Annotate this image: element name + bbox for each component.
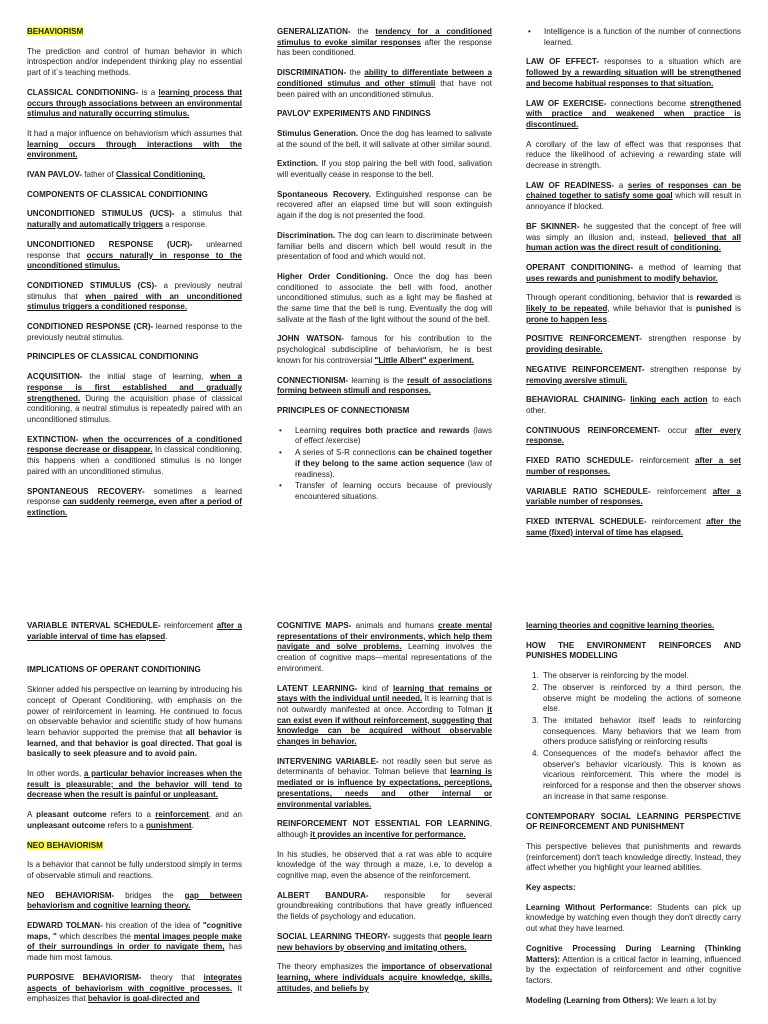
paragraph	[27, 973, 242, 1005]
bold-text: NEO BEHAVIORISM-	[27, 890, 115, 900]
body-text: a response.	[162, 220, 208, 230]
highlighted-heading: NEO BEHAVIORISM	[27, 840, 103, 850]
bold-text: CLASSICAL CONDITIONING-	[27, 87, 139, 97]
body-text: We learn a lot by	[653, 995, 717, 1005]
paragraph	[277, 962, 492, 994]
paragraph	[277, 68, 492, 100]
body-text: (law of readiness).	[295, 458, 492, 479]
top-column-2	[277, 27, 492, 512]
bold-text: REINFORCEMENT NOT ESSENTIAL FOR LEARNING	[277, 819, 490, 829]
emphasis-text: behavior is goal-directed and	[87, 994, 200, 1004]
paragraph	[27, 322, 242, 343]
emphasis-text: when paired with an unconditioned stimulus triggers a conditioned response.	[27, 291, 243, 312]
body-text: is	[732, 293, 741, 303]
body-text: IMPLICATIONS OF OPERANT CONDITIONING	[27, 665, 201, 675]
body-text: A corollary of the law of effect was that responses that reduce the likelihood of achieving a rewarding state will decrease in strength.	[526, 139, 741, 171]
paragraph	[277, 231, 492, 263]
paragraph	[27, 372, 242, 426]
body-text: During the acquisition phase of classical conditioning, a neutral stimulus is repeatedly paired with an unconditioned stimulus.	[27, 393, 242, 424]
emphasis-text: learning occurs through interactions with the environment.	[27, 139, 242, 160]
body-text: to each other.	[526, 395, 741, 415]
body-text: which will result in annoyance if blocked.	[526, 191, 741, 212]
paragraph	[526, 517, 741, 538]
body-text: theory that	[141, 972, 204, 982]
emphasis-text: ability to differentiate between a conditioned stimulus and other stimuli	[277, 68, 492, 88]
bold-text: ACQUISITION-	[27, 372, 83, 382]
bold-text: Stimulus Generation.	[277, 128, 359, 138]
body-text: father of	[82, 170, 116, 180]
body-text: .	[165, 631, 168, 641]
paragraph	[27, 685, 242, 760]
paragraph	[277, 27, 492, 59]
bold-text: Higher Order Conditioning.	[277, 271, 388, 281]
body-text: reinforcement	[633, 456, 696, 466]
bold-text: VARIABLE RATIO SCHEDULE-	[526, 486, 651, 496]
body-text: refers to a	[105, 820, 146, 830]
list-item	[540, 27, 741, 48]
body-text: after the response has been conditioned.	[277, 37, 492, 58]
body-text: The dog can learn to discriminate between familiar bells and discern which bell would result in the presentation of food and which would not.	[277, 230, 492, 262]
body-text: Consequences of the model's behavior affect the observer's behavior vicariously. This is known as vicarious reinforcement. This where the model is reinforced for a response and then the observer shows an increase in that same response.	[543, 749, 741, 801]
emphasis-text: prone to happen less	[526, 314, 607, 324]
bold-text: requires both practice and rewards	[329, 425, 470, 435]
body-text: which describes the	[56, 931, 134, 941]
emphasis-text: providing desirable.	[526, 345, 603, 355]
list-item	[291, 426, 492, 447]
emphasis-text: strengthened with practice and weakened when practice is discontinued.	[526, 98, 741, 129]
paragraph	[27, 170, 242, 181]
body-text: reinforcement	[160, 621, 217, 630]
body-text: animals and humans	[351, 621, 439, 630]
paragraph	[277, 334, 492, 366]
bold-text: SPONTANEOUS RECOVERY-	[27, 486, 145, 496]
body-text: Skinner added his perspective on learning by introducing his concept of Operant Conditioning, with emphasis on the power of reinforcement in learning. He continued to focus on observable behavior and scientific study of how humans learn behavior supported the premise that	[27, 685, 242, 737]
body-text: The imitated behavior itself leads to reinforcing consequences. Many behaviors that we learn from others produce satisfying or reinforcing results	[543, 715, 741, 747]
bold-text: OPERANT CONDITIONING-	[526, 262, 634, 272]
bold-text: DISCRIMINATION-	[277, 68, 347, 78]
bold-text: BF SKINNER-	[526, 221, 580, 231]
body-text: In other words,	[27, 769, 84, 779]
paragraph	[277, 932, 492, 953]
body-text: In his studies, he observed that a rat was able to acquire knowledge of the way through a maze, i.e, to develop a cognitive map, even the absence of the reinforcement.	[277, 849, 492, 881]
section-heading	[27, 190, 242, 201]
paragraph	[526, 903, 741, 935]
body-text: he suggested that the concept of free will was simply an illusion and, instead,	[526, 221, 741, 242]
bold-text: UNCONDITIONED STIMULUS (UCS)-	[27, 209, 175, 219]
emphasis-text: naturally and automatically triggers	[27, 220, 163, 230]
body-text: is a	[138, 87, 159, 97]
bottom-column-3	[526, 621, 741, 1015]
body-text: Key aspects:	[526, 883, 576, 893]
body-text: CONTEMPORARY SOCIAL LEARNING PERSPECTIVE OF REINFORCEMENT AND PUNISHMENT	[526, 811, 741, 832]
bold-text: VARIABLE INTERVAL SCHEDULE-	[27, 621, 161, 630]
bottom-column-2	[277, 621, 492, 1003]
paragraph	[27, 435, 242, 478]
emphasis-text: after the same (fixed) interval of time has elapsed.	[526, 516, 741, 537]
list-item	[541, 671, 741, 682]
bold-text: UNCONDITIONED RESPONSE (UCR)-	[27, 239, 193, 249]
bold-text: EDWARD TOLMAN-	[27, 921, 103, 931]
emphasis-text: uses rewards and punishment to modify behavior.	[526, 273, 718, 283]
paragraph	[27, 47, 242, 79]
body-text: Once the dog has learned to salivate at the sound of the bell, it will salivate at other similar sound.	[277, 128, 492, 149]
paragraph	[526, 842, 741, 874]
emphasis-text: followed by a rewarding situation will be strengthened and become habitual responses to that situation.	[526, 68, 741, 88]
body-text: PAVLOV' EXPERIMENTS AND FINDINGS	[277, 109, 431, 119]
bold-text: EXTINCTION-	[27, 434, 79, 444]
body-text: , and an	[208, 810, 242, 820]
body-text: sometimes a learned response	[27, 486, 242, 507]
body-text: It emphasizes that	[27, 983, 242, 1004]
body-text: .	[606, 314, 610, 324]
emphasis-text: can suddenly reemerge, even after a period of extinction.	[27, 497, 242, 517]
paragraph	[526, 944, 741, 987]
emphasis-text: reinforcement	[155, 810, 209, 820]
body-text: bridges the	[114, 890, 185, 900]
bottom-column-1	[27, 621, 242, 1014]
body-text: responses to a situation which are	[599, 57, 741, 67]
emphasis-text: result of associations forming between stimuli and responses.	[277, 375, 492, 396]
emphasis-text: after every response.	[526, 425, 741, 446]
body-text: The prediction and control of human behavior in which introspection and/or independent thinking play no essential part of it´s teaching methods.	[27, 46, 242, 78]
paragraph	[277, 621, 492, 675]
paragraph	[277, 159, 492, 180]
emphasis-text: likely to be repeated	[526, 304, 608, 314]
paragraph	[277, 376, 492, 397]
section-heading	[277, 109, 492, 120]
bold-text: all behavior is learned, and that behavior is goal directed. That goal is basically to seek pleasure and to avoid pain.	[27, 727, 242, 759]
section-heading	[526, 641, 741, 662]
paragraph	[27, 860, 242, 881]
body-text: strengthen response by	[644, 364, 741, 374]
bold-text: Extinction.	[277, 159, 319, 169]
highlighted-heading: BEHAVIORISM	[27, 27, 84, 36]
bold-text: LATENT LEARNING-	[277, 683, 358, 693]
bold-text: CONDITIONED STIMULUS (CS)-	[27, 280, 157, 290]
body-text: If you stop pairing the bell with food, salivation will eventually cease in response to the bell.	[277, 159, 492, 180]
paragraph	[27, 769, 242, 801]
paragraph	[526, 140, 741, 172]
bold-text: pleasant outcome	[36, 810, 107, 820]
body-text: Learning	[295, 425, 330, 435]
body-text: has made him most famous.	[27, 942, 242, 963]
bold-text: unpleasant outcome	[27, 820, 106, 830]
paragraph	[277, 891, 492, 923]
paragraph	[277, 757, 492, 811]
bold-text: LAW OF EFFECT-	[526, 57, 600, 67]
paragraph	[277, 190, 492, 222]
body-text: The observer is reinforced by a third person, the observe might be modeling the actions of someone else.	[543, 682, 741, 714]
paragraph	[526, 263, 741, 284]
body-text: connections become	[606, 98, 691, 108]
paragraph	[277, 684, 492, 748]
paragraph	[27, 810, 242, 831]
section-heading	[526, 883, 741, 894]
bold-text: FIXED RATIO SCHEDULE-	[526, 456, 634, 466]
body-text: , while behavior that is	[607, 304, 696, 314]
emphasis-text: "Little Albert" experiment.	[374, 355, 474, 365]
emphasis-text: when the occurrences of a conditioned response decrease or disappear.	[27, 434, 242, 455]
body-text: Through operant conditioning, behavior that is	[526, 293, 697, 303]
paragraph	[526, 222, 741, 254]
emphasis-text: removing aversive stimuli.	[526, 375, 628, 385]
bold-text: BEHAVIORAL CHAINING-	[526, 395, 626, 405]
emphasis-text: importance of observational learning, where individuals acquire knowledge, skills, attitudes, and beliefs by	[277, 962, 492, 993]
numbered-list	[526, 671, 741, 802]
body-text: not readily seen but serve as determinants of behavior. Tolman believe that	[277, 756, 492, 777]
emphasis-text: learning that remains or stays with the individual until needed.	[277, 683, 492, 704]
paragraph	[27, 209, 242, 230]
emphasis-text: after a variable number of responses.	[526, 486, 741, 507]
paragraph	[526, 487, 741, 508]
paragraph	[27, 487, 242, 519]
body-text: his creation of the idea of	[102, 921, 203, 931]
body-text: Is a behavior that cannot be fully understood simply in terms of observable stimuli and reactions.	[27, 860, 242, 880]
body-text: Extinguished response can be recovered after an elapsed time but will soon extinguish again if the dog is not presented the food.	[277, 189, 492, 221]
list-item	[291, 481, 492, 502]
paragraph	[526, 99, 741, 131]
body-text: .	[191, 820, 194, 830]
bold-text: punished	[695, 304, 732, 314]
body-text: responsible for several groundbreaking contributions that have greatly influenced the fields of psychology and education.	[277, 890, 492, 922]
body-text: that have not been paired with an unconditioned stimulus.	[277, 78, 493, 99]
bold-text: LAW OF READINESS-	[526, 180, 615, 190]
body-text: the initial stage of learning,	[82, 372, 211, 382]
top-column-3	[526, 27, 741, 547]
emphasis-text: when a response is first established and gradually strengthened.	[27, 372, 242, 403]
paragraph	[526, 426, 741, 447]
emphasis-text: learning is mediated or is influence by expectations, perceptions, presentations, needs and other internal or environmental variables.	[277, 767, 492, 809]
body-text: kind of	[357, 683, 394, 693]
body-text: refers to a	[106, 810, 156, 820]
emphasis-text: create mental representations of their environments, which help them navigate and solve problems.	[277, 621, 492, 652]
paragraph	[27, 921, 242, 964]
list-item	[291, 448, 492, 480]
paragraph	[27, 621, 242, 642]
bold-text: JOHN WATSON-	[277, 334, 344, 344]
body-text: A	[27, 810, 37, 820]
paragraph	[27, 281, 242, 313]
body-text: unlearned response that	[27, 239, 242, 260]
body-text: (laws of effect /exercise)	[295, 425, 492, 446]
bold-text: CONNECTIONISM-	[277, 375, 349, 385]
bold-text: COGNITIVE MAPS-	[277, 621, 352, 630]
paragraph	[526, 57, 741, 89]
body-text: Students can pick up knowledge by watching even though they don't directly carry out what they have learned.	[526, 902, 741, 934]
emphasis-text: gap between behaviorism and cognitive learning theory.	[27, 890, 242, 911]
paragraph	[526, 365, 741, 386]
emphasis-text: after a variable interval of time has elapsed	[27, 621, 243, 641]
bold-text: rewarded	[696, 293, 733, 303]
bold-text: SOCIAL LEARNING THEORY-	[277, 931, 391, 941]
body-text: This perspective believes that punishments and rewards (reinforcement) don't teach knowledge directly. Instead, they affect whether you highlight your learned abilities.	[526, 841, 741, 873]
bold-text: Cognitive Processing During Learning (Thinking Matters):	[526, 943, 741, 964]
emphasis-text: believed that all human action was the direct result of conditioning.	[526, 232, 742, 253]
bold-text: CONDITIONED RESPONSE (CR)-	[27, 322, 154, 332]
section-heading	[27, 27, 242, 38]
bold-text: Learning Without Performance:	[526, 902, 653, 912]
emphasis-text: mental images people make of their surroundings in order to navigate them,	[27, 931, 242, 952]
body-text: Transfer of learning occurs because of previously encountered situations.	[295, 481, 492, 501]
body-text: Attention is a critical factor in learning, influenced by the expectation of reinforcement and other cognitive factors.	[526, 954, 741, 985]
body-text: , although	[277, 819, 492, 839]
emphasis-text: it can exist even if without reinforcement, suggesting that knowledge can be acquired without observable changes in behavior.	[277, 704, 492, 747]
bold-text: "cognitive maps, "	[27, 921, 242, 941]
paragraph	[277, 272, 492, 326]
bold-text: Spontaneous Recovery.	[277, 189, 371, 199]
body-text: strengthen response by	[642, 334, 741, 344]
body-text: It had a major influence on behaviorism which assumes that	[27, 128, 242, 138]
emphasis-text: after a set number of responses.	[526, 456, 741, 476]
body-text: It is learning that is not outwardly manifested at once. According to Tolman	[277, 694, 492, 714]
paragraph	[277, 129, 492, 150]
section-heading	[27, 665, 242, 676]
bold-text: LAW OF EXERCISE-	[526, 98, 607, 108]
body-text: the	[350, 27, 376, 36]
paragraph	[27, 88, 242, 120]
emphasis-text: a particular behavior increases when the result is pleasurable; and the behavior will tend to decrease when the result is painful or unpleasant.	[27, 769, 242, 800]
body-text: suggests that	[390, 931, 445, 941]
paragraph	[526, 181, 741, 213]
body-text: occur	[660, 425, 695, 435]
paragraph	[27, 129, 242, 161]
body-text: The observer is reinforcing by the model.	[543, 671, 689, 681]
paragraph	[27, 891, 242, 912]
body-text: the	[346, 68, 365, 78]
paragraph	[526, 395, 741, 416]
body-text: PRINCIPLES OF CONNECTIONISM	[277, 405, 410, 415]
body-text: Intelligence is a function of the number of connections learned.	[544, 27, 741, 47]
emphasis-text: occurs naturally in response to the unconditioned stimulus.	[27, 250, 242, 271]
bold-text: ALBERT BANDURA-	[277, 890, 369, 900]
emphasis-text: integrates aspects of behaviorism with cognitive processes.	[27, 972, 242, 993]
section-heading	[526, 812, 741, 833]
section-heading	[277, 406, 492, 417]
body-text: COMPONENTS OF CLASSICAL CONDITIONING	[27, 189, 208, 199]
body-text: a	[614, 180, 628, 190]
emphasis-text: linking each action	[630, 395, 708, 405]
spacer	[27, 651, 242, 665]
body-text: learned response to the previously neutral stimulus.	[27, 322, 242, 342]
bold-text: POSITIVE REINFORCEMENT-	[526, 334, 642, 344]
paragraph	[277, 850, 492, 882]
top-column-1	[27, 27, 242, 528]
body-text: Learning involves the creation of cognitive maps—mental representations of the environment.	[277, 642, 492, 673]
body-text: Once the dog has been conditioned to associate the bell with food, another unconditioned stimulus, such as a light may be flashed at the same time that the bell is rung. Eventually the dog will salivate at the flash of the light without the sound of the bell.	[277, 271, 492, 324]
body-text: In classical conditioning, this happens when a conditioned stimulus is no longer paired with an unconditioned stimulus.	[27, 445, 242, 476]
bold-text: INTERVENING VARIABLE-	[277, 756, 379, 766]
body-text: The theory emphasizes the	[277, 962, 382, 972]
emphasis-text: learning theories and cognitive learning theories.	[526, 621, 715, 630]
bullet-list	[277, 426, 492, 503]
paragraph	[27, 240, 242, 272]
body-text: a stimulus that	[174, 209, 242, 219]
emphasis-text: series of responses can be chained together to satisfy some goal	[526, 180, 741, 201]
body-text: PRINCIPLES OF CLASSICAL CONDITIONING	[27, 352, 199, 362]
list-item	[541, 716, 741, 748]
bold-text: IVAN PAVLOV-	[27, 170, 82, 180]
emphasis-text: Classical Conditioning.	[116, 170, 205, 180]
body-text: A series of S-R connections	[295, 448, 399, 458]
body-text: a previously neutral stimulus that	[27, 280, 242, 301]
body-text: HOW THE ENVIRONMENT REINFORCES AND PUNISHES MODELLING	[526, 640, 741, 661]
body-text: is	[731, 304, 741, 314]
emphasis-text: punishment	[145, 820, 192, 830]
bold-text: Modeling (Learning from Others):	[526, 995, 654, 1005]
bold-text: PURPOSIVE BEHAVIORISM-	[27, 972, 142, 982]
paragraph	[526, 456, 741, 477]
emphasis-text: people learn new behaviors by observing and imitating others.	[277, 931, 493, 952]
body-text: famous for his contribution to the psychological subdiscipline of behaviorism, he is best known for his controversial	[277, 334, 492, 365]
bullet-list	[526, 27, 741, 48]
bold-text: NEGATIVE REINFORCEMENT-	[526, 364, 645, 374]
emphasis-text: learning process that occurs through associations between an environmental stimulus and naturally occurring stimulus.	[27, 87, 242, 119]
section-heading	[27, 352, 242, 363]
body-text: reinforcement	[646, 516, 707, 526]
paragraph	[526, 293, 741, 325]
list-item	[541, 683, 741, 715]
section-heading	[27, 841, 242, 852]
emphasis-text: tendency for a conditioned stimulus to evoke similar responses	[277, 27, 492, 47]
bold-text: GENERALIZATION-	[277, 27, 351, 36]
list-item	[541, 749, 741, 803]
body-text: learning is the	[348, 375, 408, 385]
bold-text: can be chained together if they belong to the same action sequence	[295, 448, 492, 468]
paragraph	[526, 996, 741, 1007]
bold-text: Discrimination.	[277, 230, 336, 240]
body-text: reinforcement	[650, 486, 713, 496]
paragraph	[277, 819, 492, 840]
paragraph	[526, 621, 741, 632]
body-text: a method of learning that	[633, 262, 742, 272]
emphasis-text: it provides an incentive for performance.	[310, 829, 466, 839]
paragraph	[526, 334, 741, 355]
bold-text: CONTINUOUS REINFORCEMENT-	[526, 425, 661, 435]
bold-text: FIXED INTERVAL SCHEDULE-	[526, 516, 647, 526]
